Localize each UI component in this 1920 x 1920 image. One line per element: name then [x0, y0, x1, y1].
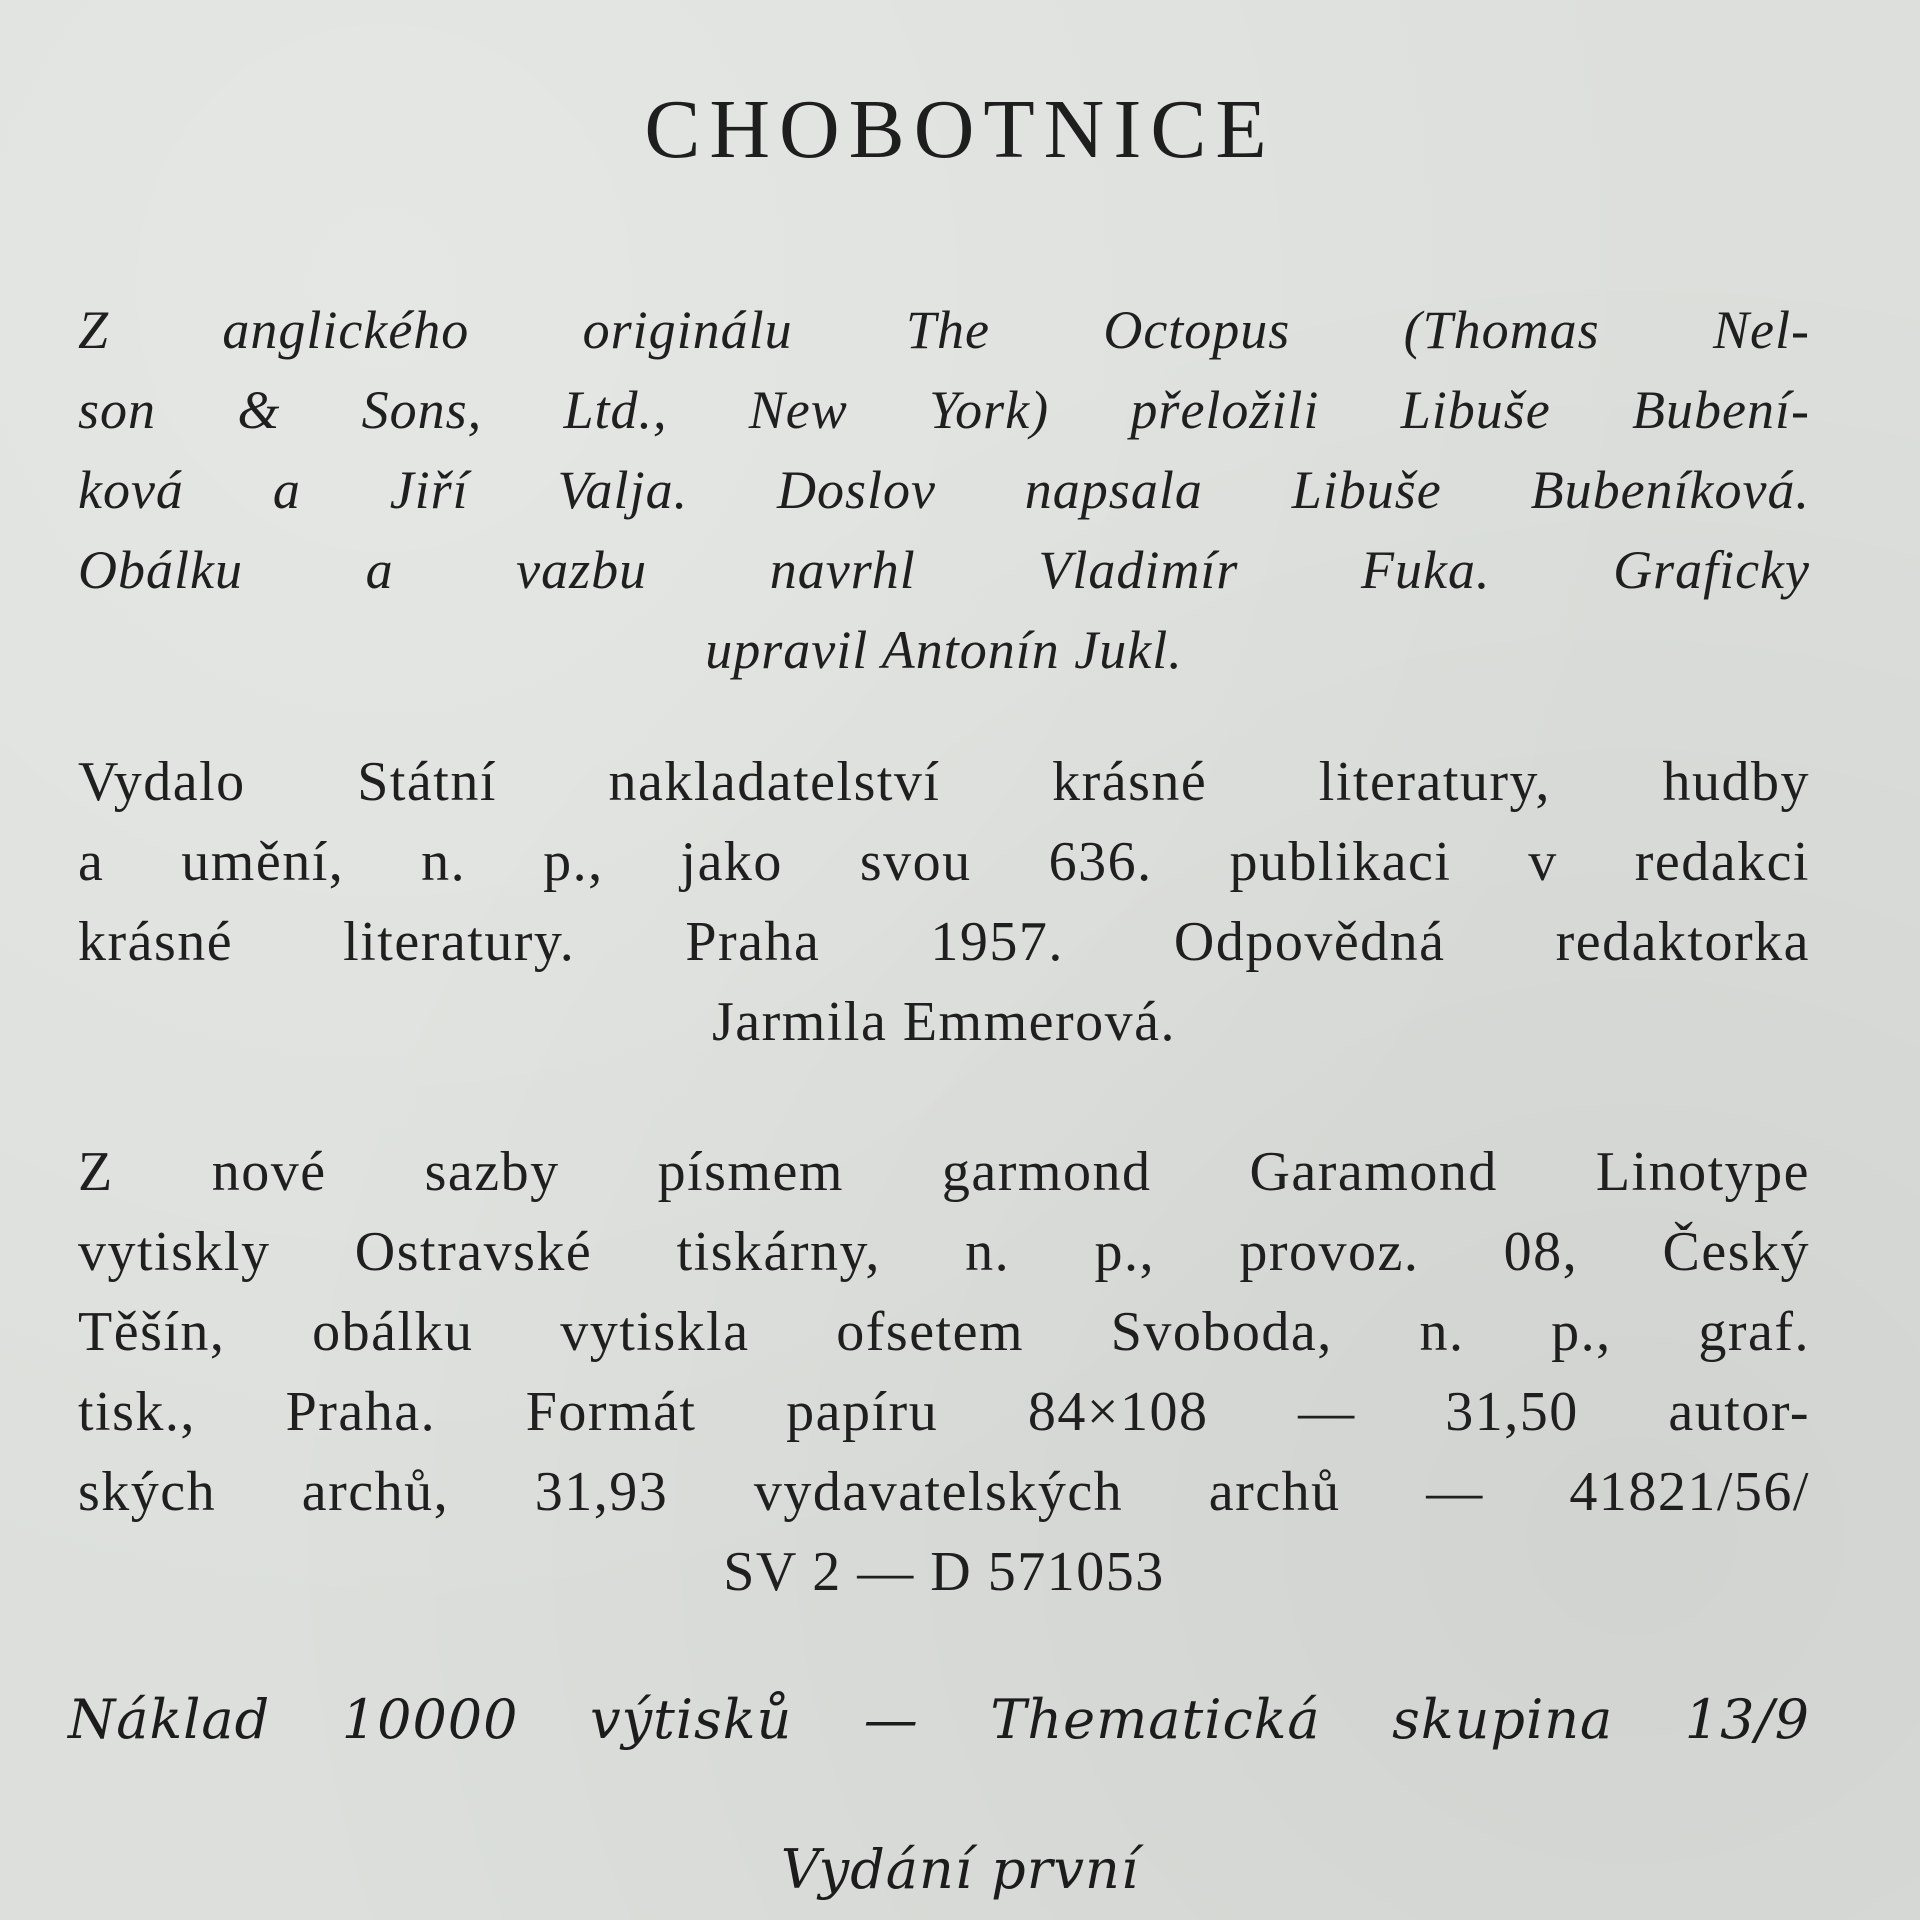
book-title: CHOBOTNICE — [644, 83, 1276, 176]
credits-line-4: Obálku a vazbu navrhl Vladimír Fuka. Graficky — [78, 540, 1810, 600]
edition-size — [68, 1680, 1810, 1760]
publisher-line-3: krásné literatury. Praha 1957. Odpovědná redaktorka — [78, 911, 1810, 973]
translation-credits — [78, 290, 1810, 690]
credits-line-3: ková a Jiří Valja. Doslov napsala Libuše Bubeníková. — [78, 460, 1810, 520]
edition-line: Vydání první — [780, 1838, 1140, 1901]
credits-line-5: upravil Antonín Jukl. — [705, 620, 1183, 680]
printing-line-1: Z nové sazby písmem garmond Garamond Linotype — [78, 1141, 1810, 1203]
publisher-line-4: Jarmila Emmerová. — [711, 991, 1176, 1053]
printing-info — [78, 1132, 1810, 1612]
printing-line-2: vytiskly Ostravské tiskárny, n. p., provoz. 08, Český — [78, 1221, 1810, 1283]
edition-note — [0, 1830, 1920, 1910]
publisher-line-1: Vydalo Státní nakladatelství krásné literatury, hudby — [78, 751, 1810, 813]
publisher-line-2: a umění, n. p., jako svou 636. publikaci v redakci — [78, 831, 1810, 893]
credits-line-2: son & Sons, Ltd., New York) přeložili Libuše Bubení- — [78, 380, 1810, 440]
credits-line-1: Z anglického originálu The Octopus (Thomas Nel- — [78, 300, 1810, 360]
edition-size-line: Náklad 10000 výtisků — Thematická skupina 13/9 — [68, 1688, 1810, 1751]
printing-line-3: Těšín, obálku vytiskla ofsetem Svoboda, n. p., graf. — [78, 1301, 1810, 1363]
printing-line-5: ských archů, 31,93 vydavatelských archů — 41821/56/ — [78, 1461, 1810, 1523]
printing-line-4: tisk., Praha. Formát papíru 84×108 — 31,50 autor- — [78, 1381, 1810, 1443]
publisher-info — [78, 742, 1810, 1062]
printing-line-6: SV 2 — D 571053 — [723, 1541, 1165, 1603]
